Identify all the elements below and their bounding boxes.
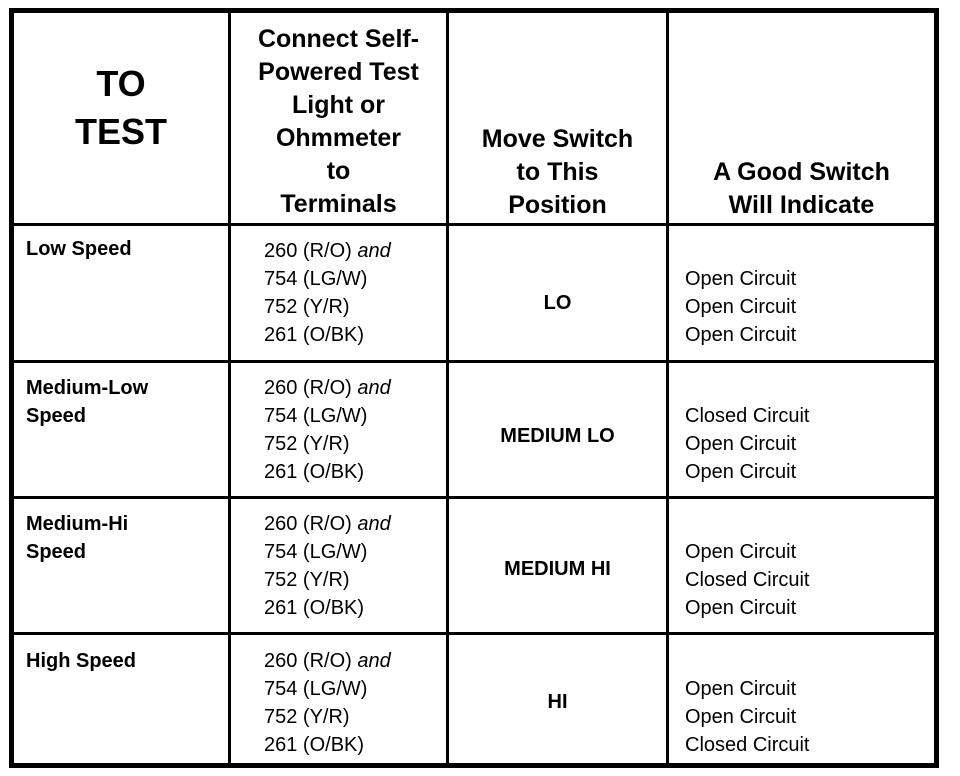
terminal-line: 754 (LG/W) [264,678,368,700]
result-line: Open Circuit [685,678,797,700]
header-line: Powered Test [258,58,419,86]
header-line: TEST [74,111,167,152]
result-line: Open Circuit [685,706,797,728]
row-divider [14,496,934,499]
row-terminals [264,374,391,486]
column-divider [666,13,669,763]
row-results [685,402,809,486]
row-position: LO [543,292,572,314]
row-position: HI [547,691,568,713]
result-line: Open Circuit [685,461,797,483]
result-line: Closed Circuit [685,569,810,591]
switch-test-table [9,8,939,768]
header-line: Light or [291,91,386,119]
row-position: MEDIUM HI [504,558,611,580]
terminal-line: 752 (Y/R) [264,706,350,728]
terminal-line: 752 (Y/R) [264,569,350,591]
test-label: Low Speed [26,238,132,260]
terminal-line: 260 (R/O) and [264,513,391,535]
row-test-high-speed [26,647,136,675]
terminal-line: 260 (R/O) and [264,377,391,399]
terminal-line: 261 (O/BK) [264,324,365,346]
terminal-line: 260 (R/O) and [264,240,391,262]
result-line: Open Circuit [685,324,797,346]
header-line: Terminals [280,190,397,218]
row-divider [14,632,934,635]
test-label: Medium-Low [26,377,149,399]
header-line: Move Switch [481,125,634,153]
row-terminals [264,237,391,349]
row-divider [14,223,934,226]
header-good-switch [669,156,934,222]
result-line: Open Circuit [685,541,797,563]
test-label: Speed [26,405,87,427]
header-line: Ohmmeter [275,124,402,152]
header-move-switch [449,123,666,222]
header-line: A Good Switch [713,158,890,186]
row-test-low-speed [26,235,132,263]
row-test-medium-hi-speed [26,510,128,566]
result-line: Closed Circuit [685,734,810,756]
terminal-line: 260 (R/O) and [264,650,391,672]
row-test-medium-low-speed [26,374,148,430]
result-line: Open Circuit [685,597,797,619]
result-line: Open Circuit [685,433,797,455]
terminal-line: 754 (LG/W) [264,268,368,290]
row-terminals [264,510,391,622]
result-line: Open Circuit [685,296,797,318]
test-label: Speed [26,541,87,563]
header-line: Connect Self- [257,25,420,53]
terminal-line: 752 (Y/R) [264,433,350,455]
result-line: Closed Circuit [685,405,810,427]
row-divider [14,360,934,363]
terminal-line: 261 (O/BK) [264,461,365,483]
row-position: MEDIUM LO [500,425,615,447]
header-line: Position [508,191,607,219]
header-line: Will Indicate [728,191,875,219]
terminal-line: 754 (LG/W) [264,405,368,427]
result-line: Open Circuit [685,268,797,290]
row-terminals [264,647,391,759]
terminal-line: 752 (Y/R) [264,296,350,318]
test-label: Medium-Hi [26,513,129,535]
terminal-line: 261 (O/BK) [264,597,365,619]
header-connect-terminals [231,23,446,221]
header-line: to This [516,158,599,186]
header-line: to [326,157,351,185]
row-results [685,675,809,759]
test-label: High Speed [26,650,137,672]
header-to-test [14,60,228,156]
header-line: TO [96,63,146,104]
row-results [685,265,796,349]
terminal-line: 261 (O/BK) [264,734,365,756]
terminal-line: 754 (LG/W) [264,541,368,563]
row-results [685,538,809,622]
